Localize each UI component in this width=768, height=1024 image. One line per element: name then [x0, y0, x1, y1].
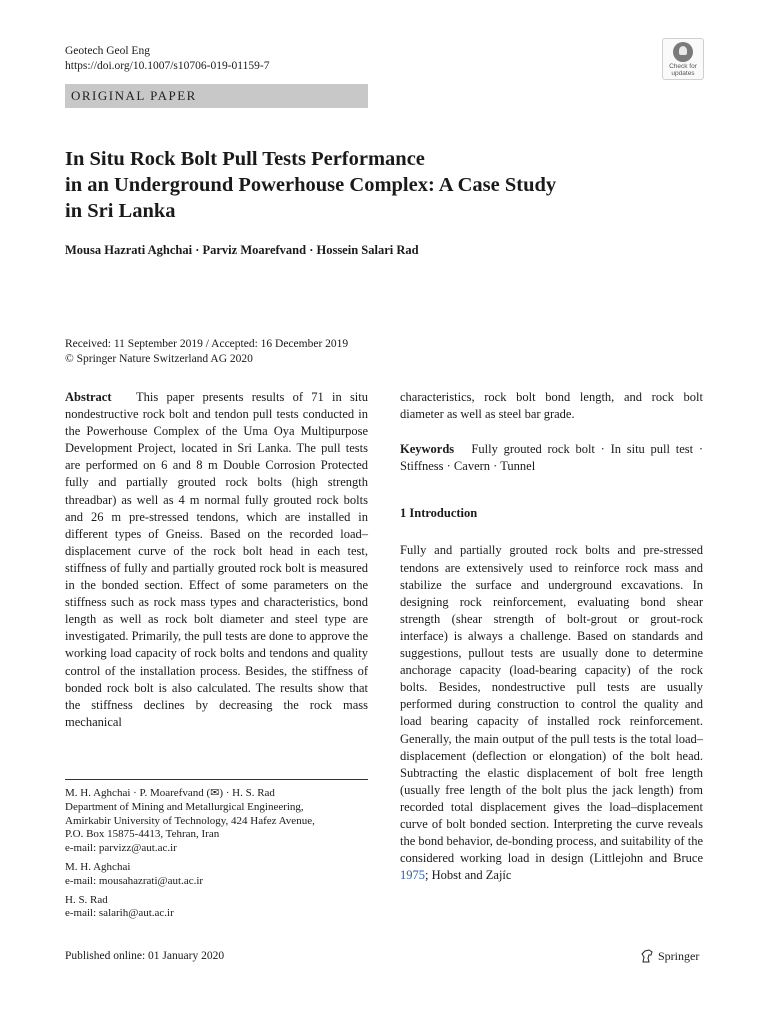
- affiliations: [65, 787, 368, 926]
- bookmark-icon: [673, 42, 693, 62]
- running-header: [65, 44, 269, 74]
- badge-label-2: updates: [671, 70, 695, 77]
- check-for-updates-badge[interactable]: [662, 38, 704, 80]
- affiliation-entry: M. H. Aghchai e-mail: mousahazrati@aut.ac.ir: [65, 860, 204, 887]
- badge-label-1: Check for: [669, 63, 697, 70]
- section-heading-introduction: 1 Introduction: [400, 506, 478, 521]
- keywords-text: Fully grouted rock bolt · In situ pull test · Stiffness · Cavern · Tunnel: [400, 442, 704, 474]
- introduction-text: Fully and partially grouted rock bolts and pre-stressed tendons are extensively used to reinforce rock mass and stabilize the surface and underground excavations. In designing rock reinforcement, evaluating bond shear strength (shear strength of bolt-grout or grout-rock interface) is always a challenge. Based on standards and suggestions, pullout tests are usually done to determine anchorage capacity (load-bearing capacity) of the rock bolts. Besides, nondestructive pull tests are usually performed during construction to control the quality and load bearing capacity of installed rock reinforcement. Generally, the main output of the pull tests is the total load–displacement (deflection or elongation) of the bolt head. Subtracting the elastic displacement of bolt free length (usually free length of the bolt plus the jack length) from recorded total displacement gives the load–displacement curve of bolt bonded section. Interpreting the curve reveals the bond behavior, de-bonding process, and suitability of the considered working load in design (Littlejohn and Bruce 1975; Hobst and Zajíc: [400, 543, 703, 883]
- author-list: Mousa Hazrati Aghchai · Parviz Moarefvand · Hossein Salari Rad: [65, 243, 419, 257]
- title-line: in an Underground Powerhouse Complex: A Case Study: [65, 174, 557, 196]
- citation-link[interactable]: 1975: [400, 868, 425, 883]
- email-link[interactable]: e-mail: parvizz@aut.ac.ir: [65, 842, 177, 855]
- title-line: In Situ Rock Bolt Pull Tests Performance: [65, 148, 425, 170]
- footnote-divider: [65, 779, 368, 780]
- right-column: [400, 389, 703, 884]
- received-accepted: Received: 11 September 2019 / Accepted: 16 December 2019: [65, 338, 349, 350]
- abstract-continuation: characteristics, rock bolt bond length, and rock bolt diameter as well as steel bar grade.: [400, 390, 703, 422]
- copyright-line: © Springer Nature Switzerland AG 2020: [65, 353, 253, 365]
- affiliation-entry: M. H. Aghchai · P. Moarefvand (✉) · H. S. Rad Department of Mining and Metallurgical Engineering, Amirkabir University of Technology, 424 Hafez Avenue, P.O. Box 15875-4413, Tehran, Iran e-mail: parvizz@aut.ac.ir: [65, 787, 315, 855]
- title-line: in Sri Lanka: [65, 200, 176, 222]
- abstract-label: Abstract: [65, 390, 112, 404]
- abstract-text: This paper presents results of 71 in situ nondestructive rock bolt and tendon pull tests conducted in the Powerhouse Complex of the Uma Oya Multipurpose Development Project, located in Sri Lanka. The pull tests are performed on 6 and 8 m Double Corrosion Protected fully and partially grouted rock bolts (high strength threadbar) as well as 4 m normal fully grouted rock bolts and 26 m pre-stressed tendons, which are installed in different types of Gneiss. Based on the recorded load–displacement curve of the rock bolt head in each test, stiffness of fully and partially grouted rock bolt is measured in the bonded section. Effect of some parameters on the stiffness such as rock mass types and characteristics, bond length as well as rock bolt diameter and steel type are investigated. Primarily, the pull tests are done to approve the working load capacity of rock bolts and tendons and quality control of the installation process. Besides, the stiffness of bonded rock bolt is also calculated. The results show that the stiffness declines by decreasing the rock mass mechanical: [65, 390, 369, 729]
- publisher-name: Springer: [658, 949, 700, 963]
- horse-icon: [640, 949, 654, 963]
- paper-title: [65, 146, 705, 224]
- doi-link[interactable]: https://doi.org/10.1007/s10706-019-01159-7: [65, 60, 270, 72]
- affiliation-entry: H. S. Rad e-mail: salarih@aut.ac.ir: [65, 893, 174, 920]
- article-type-label: ORIGINAL PAPER: [71, 88, 197, 103]
- publisher-logo: [640, 949, 699, 964]
- published-date: Published online: 01 January 2020: [65, 950, 225, 962]
- email-link[interactable]: e-mail: mousahazrati@aut.ac.ir: [65, 874, 204, 887]
- journal-name: Geotech Geol Eng: [65, 45, 150, 57]
- abstract-block: [65, 389, 368, 731]
- keywords-label: Keywords: [400, 442, 455, 457]
- article-type-bar: [65, 84, 368, 108]
- article-dates: [65, 337, 348, 367]
- keywords-block: [400, 441, 703, 475]
- email-link[interactable]: e-mail: salarih@aut.ac.ir: [65, 907, 174, 920]
